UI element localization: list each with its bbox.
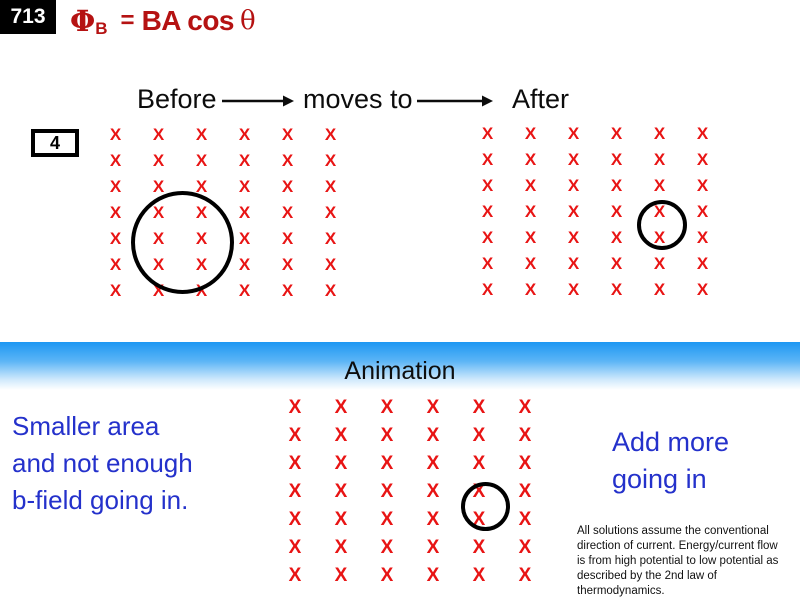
b-field-x-marker: X (426, 453, 440, 474)
b-field-x-marker: X (472, 481, 486, 502)
flux-formula (70, 2, 256, 40)
b-field-x-marker: X (518, 481, 532, 502)
b-field-x-marker: X (481, 228, 494, 247)
b-field-x-marker: X (481, 124, 494, 143)
b-field-x-marker: X (238, 151, 251, 170)
b-field-x-marker: X (481, 280, 494, 299)
b-field-x-marker: X (238, 177, 251, 196)
b-field-x-marker: X (195, 125, 208, 144)
b-field-x-marker: X (610, 176, 623, 195)
b-field-x-marker: X (696, 124, 709, 143)
left-note-line: b-field going in. (12, 485, 189, 515)
b-field-x-marker: X (653, 176, 666, 195)
b-field-x-marker: X (653, 150, 666, 169)
b-field-x-marker: X (195, 281, 208, 300)
b-field-x-marker: X (653, 124, 666, 143)
slide-number-badge (0, 0, 56, 34)
before-label: Before (137, 84, 217, 114)
b-field-x-marker: X (238, 125, 251, 144)
b-field-x-marker: X (334, 565, 348, 586)
b-field-x-marker: X (334, 537, 348, 558)
b-field-x-marker: X (567, 228, 580, 247)
b-field-x-marker: X (334, 481, 348, 502)
b-field-x-marker: X (152, 255, 165, 274)
b-field-x-marker: X (472, 537, 486, 558)
b-field-x-marker: X (324, 229, 337, 248)
b-field-x-marker: X (653, 202, 666, 221)
b-field-x-marker: X (653, 228, 666, 247)
wire-loop-animation (461, 482, 510, 531)
b-field-x-marker: X (109, 255, 122, 274)
b-field-x-marker: X (524, 124, 537, 143)
phi-subscript: B (95, 19, 108, 38)
b-field-x-marker: X (696, 228, 709, 247)
b-field-x-marker: X (281, 229, 294, 248)
right-note (612, 424, 729, 498)
b-field-x-marker: X (281, 255, 294, 274)
left-note (12, 408, 193, 519)
fine-print (577, 524, 800, 599)
b-field-x-marker: X (567, 150, 580, 169)
b-field-x-marker: X (195, 151, 208, 170)
b-field-x-marker: X (281, 177, 294, 196)
b-field-x-marker: X (152, 125, 165, 144)
after-label: After (512, 84, 570, 114)
b-field-x-marker: X (567, 202, 580, 221)
b-field-x-marker: X (610, 202, 623, 221)
left-note-line: Smaller area (12, 411, 160, 441)
b-field-x-marker: X (334, 425, 348, 446)
right-note-line: going in (612, 464, 707, 494)
b-field-x-marker: X (195, 177, 208, 196)
left-note-line: and not enough (12, 448, 193, 478)
phi-symbol: Φ (70, 4, 96, 38)
b-field-x-marker: X (524, 280, 537, 299)
b-field-x-marker: X (324, 203, 337, 222)
b-field-x-marker: X (334, 509, 348, 530)
b-field-x-marker: X (524, 150, 537, 169)
b-field-x-marker: X (281, 151, 294, 170)
b-field-x-marker: X (524, 228, 537, 247)
b-field-x-marker: X (238, 229, 251, 248)
b-field-x-marker: X (288, 425, 302, 446)
fine-print-line: direction of current. Energy/current flow (577, 540, 778, 552)
b-field-grid-animation (272, 394, 548, 590)
b-field-x-marker: X (610, 280, 623, 299)
b-field-x-marker: X (281, 281, 294, 300)
b-field-x-marker: X (518, 397, 532, 418)
b-field-x-marker: X (380, 425, 394, 446)
b-field-x-marker: X (610, 150, 623, 169)
b-field-x-marker: X (472, 397, 486, 418)
b-field-x-marker: X (288, 537, 302, 558)
b-field-x-marker: X (152, 229, 165, 248)
b-field-x-marker: X (109, 281, 122, 300)
b-field-x-marker: X (324, 125, 337, 144)
b-field-x-marker: X (481, 254, 494, 273)
b-field-x-marker: X (472, 509, 486, 530)
b-field-x-marker: X (380, 397, 394, 418)
b-field-x-marker: X (334, 397, 348, 418)
b-field-x-marker: X (696, 150, 709, 169)
b-field-x-marker: X (518, 537, 532, 558)
b-field-x-marker: X (152, 281, 165, 300)
b-field-x-marker: X (518, 509, 532, 530)
b-field-x-marker: X (426, 397, 440, 418)
wire-loop-small (637, 200, 687, 250)
b-field-x-marker: X (472, 425, 486, 446)
b-field-x-marker: X (152, 151, 165, 170)
b-field-x-marker: X (109, 125, 122, 144)
b-field-x-marker: X (518, 565, 532, 586)
b-field-x-marker: X (380, 565, 394, 586)
b-field-x-marker: X (281, 203, 294, 222)
fine-print-line: All solutions assume the conventional (577, 525, 769, 537)
b-field-x-marker: X (426, 481, 440, 502)
b-field-x-marker: X (426, 537, 440, 558)
b-field-x-marker: X (288, 509, 302, 530)
b-field-x-marker: X (481, 202, 494, 221)
b-field-x-marker: X (195, 255, 208, 274)
b-field-x-marker: X (238, 255, 251, 274)
slide-number: 713 (10, 5, 46, 28)
b-field-x-marker: X (195, 229, 208, 248)
animation-banner[interactable] (0, 342, 800, 390)
fine-print-line: thermodynamics. (577, 585, 665, 597)
b-field-grid-after (466, 121, 724, 303)
b-field-x-marker: X (281, 125, 294, 144)
b-field-x-marker: X (472, 453, 486, 474)
b-field-x-marker: X (426, 509, 440, 530)
b-field-x-marker: X (109, 203, 122, 222)
b-field-x-marker: X (518, 453, 532, 474)
b-field-x-marker: X (109, 177, 122, 196)
animation-banner-label: Animation (344, 356, 456, 385)
right-note-line: Add more (612, 427, 730, 457)
b-field-x-marker: X (696, 202, 709, 221)
b-field-x-marker: X (481, 150, 494, 169)
item-number: 4 (49, 132, 60, 153)
b-field-x-marker: X (696, 176, 709, 195)
b-field-x-marker: X (567, 176, 580, 195)
b-field-x-marker: X (334, 453, 348, 474)
b-field-x-marker: X (195, 203, 208, 222)
b-field-x-marker: X (288, 453, 302, 474)
b-field-x-marker: X (109, 229, 122, 248)
b-field-x-marker: X (380, 481, 394, 502)
wire-loop-large (131, 191, 234, 294)
b-field-x-marker: X (380, 537, 394, 558)
b-field-x-marker: X (524, 254, 537, 273)
right-arrow-icon (416, 94, 494, 108)
b-field-x-marker: X (524, 202, 537, 221)
b-field-x-marker: X (567, 280, 580, 299)
formula-terms: BA cos (141, 5, 234, 36)
b-field-x-marker: X (152, 203, 165, 222)
b-field-x-marker: X (238, 281, 251, 300)
b-field-x-marker: X (324, 151, 337, 170)
b-field-x-marker: X (288, 397, 302, 418)
b-field-x-marker: X (324, 255, 337, 274)
b-field-x-marker: X (380, 509, 394, 530)
b-field-x-marker: X (324, 281, 337, 300)
b-field-x-marker: X (109, 151, 122, 170)
right-arrow-icon (221, 94, 295, 108)
b-field-x-marker: X (238, 203, 251, 222)
b-field-x-marker: X (481, 176, 494, 195)
b-field-x-marker: X (288, 565, 302, 586)
b-field-x-marker: X (426, 425, 440, 446)
b-field-x-marker: X (380, 453, 394, 474)
theta-symbol: θ (240, 6, 256, 36)
b-field-x-marker: X (610, 124, 623, 143)
equals-sign: = (120, 7, 135, 34)
b-field-x-marker: X (567, 254, 580, 273)
b-field-x-marker: X (324, 177, 337, 196)
b-field-x-marker: X (653, 254, 666, 273)
b-field-x-marker: X (567, 124, 580, 143)
b-field-x-marker: X (696, 254, 709, 273)
item-number-box (31, 129, 79, 157)
b-field-x-marker: X (610, 254, 623, 273)
b-field-x-marker: X (524, 176, 537, 195)
b-field-x-marker: X (152, 177, 165, 196)
b-field-x-marker: X (288, 481, 302, 502)
fine-print-line: described by the 2nd law of (577, 570, 718, 582)
fine-print-line: is from high potential to low potential as (577, 555, 779, 567)
b-field-x-marker: X (472, 565, 486, 586)
b-field-x-marker: X (653, 280, 666, 299)
b-field-x-marker: X (696, 280, 709, 299)
moves-to-label: moves to (303, 84, 413, 114)
b-field-x-marker: X (610, 228, 623, 247)
b-field-x-marker: X (426, 565, 440, 586)
b-field-x-marker: X (518, 425, 532, 446)
